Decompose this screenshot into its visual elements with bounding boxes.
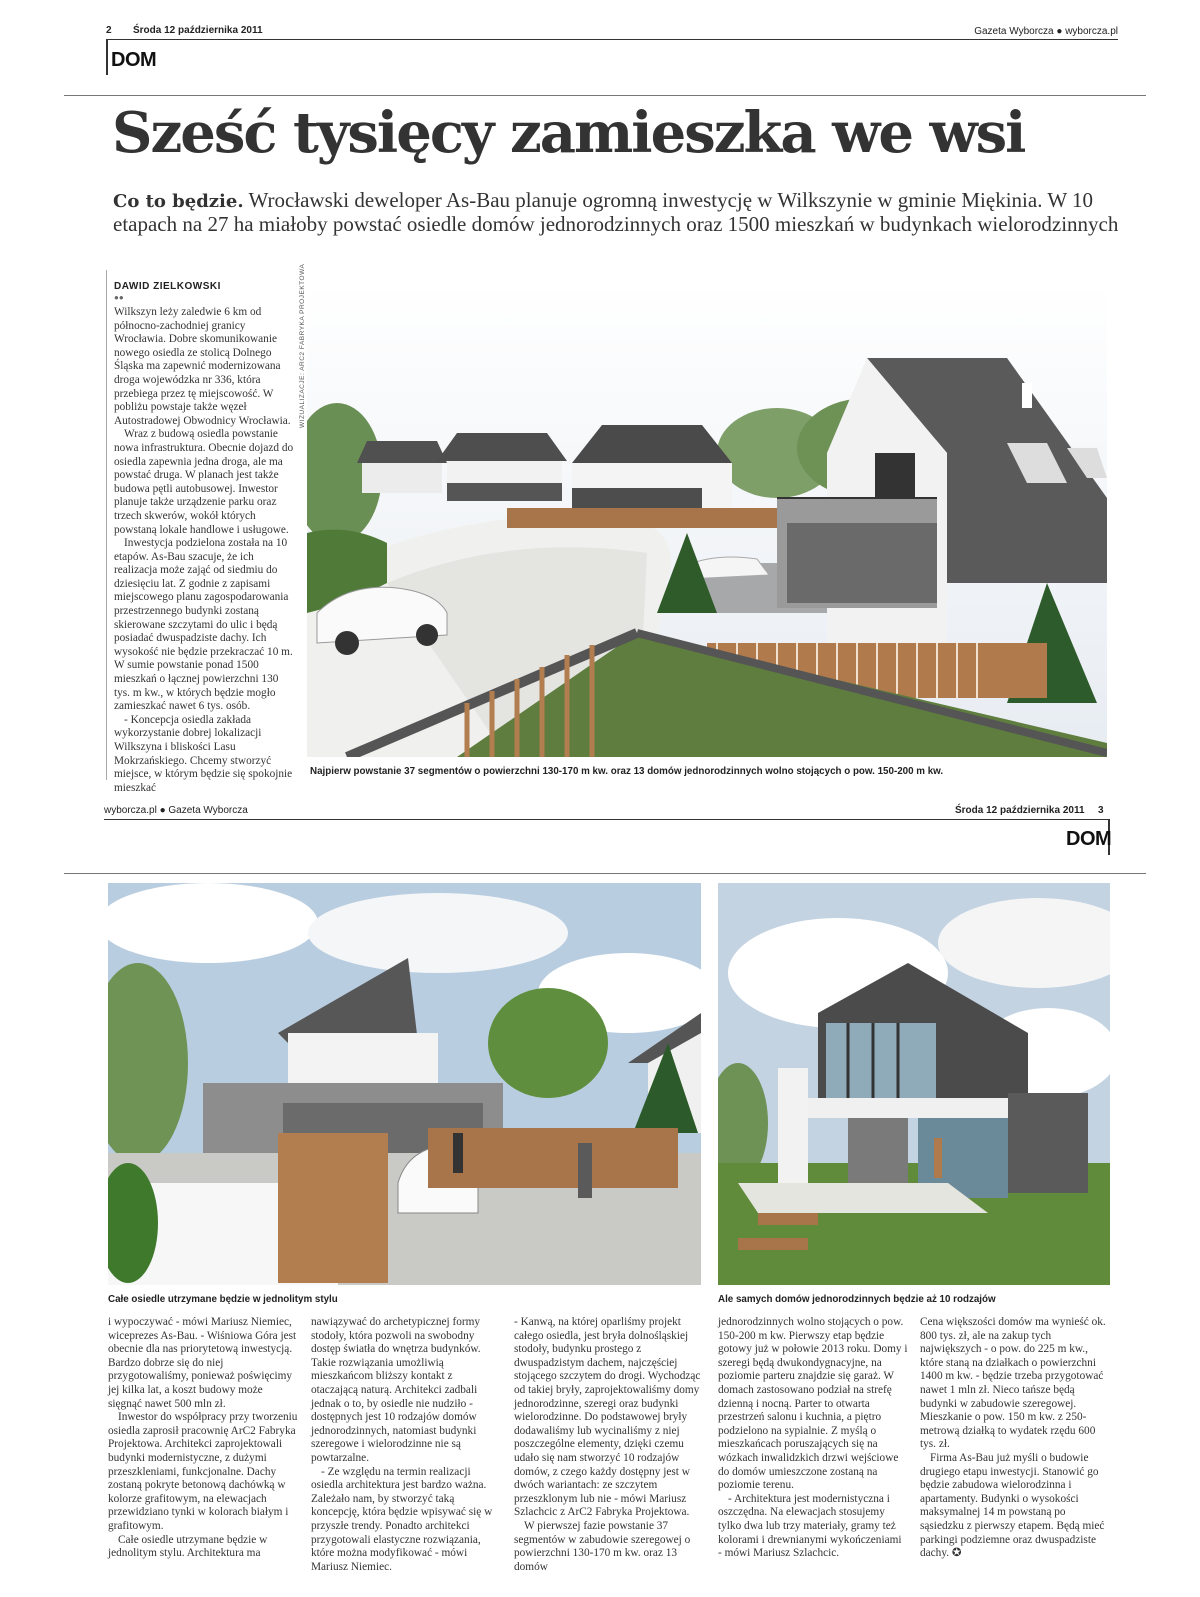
byline: DAWID ZIELKOWSKI (114, 281, 221, 292)
paragraph: Cena większości domów ma wynieść ok. 800 tys. zł, ale na zakup tych największych - o pow. do 225 m kw., które staną na działkach o powierzchni 1400 m kw. - będzie trzeba przygotować nawet 1 mln zł. Nieco tańsze będą budynki w zabudowie szeregowej. Mieszkanie o pow. 150 m kw. z 250-metrową działką to wydatek rzędu 600 tys. zł. (920, 1316, 1106, 1451)
paragraph: W pierwszej fazie powstanie 37 segmentów w zabudowie szeregowej o powierzchni 130-170 m kw. oraz 13 domów (514, 1519, 691, 1573)
bottom-column-3 (514, 1316, 704, 1574)
paragraph: Wilkszyn leży zaledwie 6 km od północno-zachodniej granicy Wrocławia. Dobre skomunikowanie nowego osiedla ze stolicą Dolnego Śląska ma zapewnić modernizowana droga wojewódzka nr 336, która przebiega przez tę miejscowość. W pobliżu powstaje także węzeł Autostradowej Obwodnicy Wrocławia. (114, 306, 291, 427)
paragraph: - Ze względu na termin realizacji osiedla architektura jest bardzo ważna. Zależało nam, by stworzyć taką koncepcję, która będzie wpisywać się w przyszłe trendy. Ponadto architekci przygotowali elastyczne rozwiązania, które można modyfikować - mówi Mariusz Niemiec. (311, 1465, 493, 1573)
lead-bold: Co to będzie. (113, 191, 244, 212)
photo-credit: WIZUALIZACJE: ARC2 FABRYKA PROJEKTOWA (299, 263, 306, 428)
article-column-1 (114, 306, 294, 795)
lead-text: Wrocławski deweloper As-Bau planuje ogromną inwestycję w Wilkszynie w gminie Miękinia. W 10 etapach na 27 ha miałoby powstać osiedle domów jednorodzinnych oraz 1500 mieszkań w budynkach wielorodzinnych (113, 188, 1119, 236)
headline: Sześć tysięcy zamieszka we wsi (112, 100, 1025, 166)
paragraph: nawiązywać do archetypicznej formy stodoły, która pozwoli na swobodny dostęp światła do wnętrza budynków. Takie rozwiązania umożliwią mieszkańcom bliższy kontakt z otaczającą naturą. Architekci zadbali jednak o to, by osiedle nie nudziło - dostępnych jest 10 rodzajów domów jednorodzinnych, natomiast budynki szeregowe i wielorodzinne nie są powtarzalne. (311, 1316, 481, 1464)
paragraph: - Architektura jest modernistyczna i oszczędna. Na elewacjach stosujemy tylko dwa lub trzy materiały, gramy też kolorami i drewnianymi wykończeniami - mówi Mariusz Szlachcic. (718, 1492, 902, 1560)
paragraph: i wypoczywać - mówi Mariusz Niemiec, wiceprezes As-Bau. - Wiśniowa Góra jest obecnie dla nas priorytetową inwestycją. Bardzo dobrze się do niej przygotowaliśmy, ponieważ poświęcimy jej kilka lat, a koszt budowy może sięgnąć nawet 500 mln zł. (108, 1316, 297, 1410)
paragraph: Wraz z budową osiedla powstanie nowa infrastruktura. Obecnie dojazd do osiedla zapewnia jedna droga, ale ma powstać druga. W planach jest także budowa pętli autobusowej. Inwestor planuje także urządzenie parku oraz trzech skwerów, wokół których powstaną lokale handlowe i usługowe. (114, 428, 294, 536)
paragraph: Inwestycja podzielona została na 10 etapów. As-Bau szacuje, że ich realizacja może zająć od siedmiu do dziesięciu lat. Z godnie z zapisami miejscowego planu zagospodarowania przestrzennego budynki zostaną skierowane szczytami do ulic i będą posiadać dwuspadziste dachy. Ich wysokość nie będzie przekraczać 10 m. W sumie powstanie ponad 1500 mieszkań o łącznej powierzchni 130 tys. m kw., w których będzie mogło zamieszkać nawet 6 tys. osób. (114, 537, 293, 713)
caption-right: Ale samych domów jednorodzinnych będzie aż 10 rodzajów (718, 1294, 996, 1305)
lead-paragraph (113, 189, 1123, 235)
column-rule (106, 270, 107, 780)
paragraph: Całe osiedle utrzymane będzie w jednolitym stylu. Architektura ma (108, 1533, 268, 1560)
bottom-column-2 (311, 1316, 501, 1574)
issue-date-right: Środa 12 października 2011 (955, 805, 1085, 816)
rendering-right-image (718, 883, 1110, 1285)
masthead-paper: Gazeta Wyborcza ● wyborcza.pl (974, 26, 1118, 37)
caption-left: Całe osiedle utrzymane będzie w jednolitym stylu (108, 1294, 338, 1305)
section-label: DOM (111, 49, 157, 71)
bottom-column-1 (108, 1316, 298, 1561)
section-label-right: DOM (1066, 828, 1112, 850)
section-rule-left (106, 39, 108, 75)
paragraph: - Koncepcja osiedla zakłada wykorzystanie dobrej lokalizacji Wilkszyna i bliskości Lasu Mokrzańskiego. Chcemy stworzyć miejsce, w którym będzie się spokojnie mieszkać (114, 713, 293, 794)
paragraph: Inwestor do współpracy przy tworzeniu osiedla zaprosił pracownię ArC2 Fabryka Projektowa. Architekci zaprojektowali budynki modernistyczne, z dużymi przeszkleniami, funkcjonalne. Dachy zostaną pokryte betonową dachówką w kolorze grafitowym, na elewacjach przewidziano tynki w kolorach białym i grafitowym. (108, 1411, 298, 1532)
paragraph: - Kanwą, na której oparliśmy projekt całego osiedla, jest bryła dolnośląskiej stodoły, budynku prostego z dwuspadzistym dachem, najczęściej stojącego szczytem do drogi. Wychodząc od takiej bryły, zaprojektowaliśmy domy jednorodzinne, szeregi oraz budynki wielorodzinne. Do podstawowej bryły dodawaliśmy lub wycinaliśmy z niej poszczególne elementy, dzięki czemu udało się nam stworzyć 10 rodzajów domów, z czego każdy dostępny jest w dwóch wariantach: ze szczytem przeszklonym lub nie - mówi Mariusz Szlachcic z ArC2 Fabryka Projektowa. (514, 1316, 701, 1519)
header-rule (106, 39, 1118, 40)
byline-mark: ●● (114, 293, 124, 302)
paragraph: Firma As-Bau już myśli o budowie drugiego etapu inwestycji. Stanowić go będzie zabudowa wielorodzinna i apartamenty. Budynki o wysokości maksymalnej 14 m powstaną po sąsiedzku z pierwszy etapem. Będą mieć parkingi podziemne oraz dwuspadziste dachy. ✪ (920, 1451, 1105, 1560)
main-caption: Najpierw powstanie 37 segmentów o powierzchni 130-170 m kw. oraz 13 domów jednorodzinnych wolno stojących o pow. 150-200 m kw. (310, 766, 944, 777)
masthead-paper-right: wyborcza.pl ● Gazeta Wyborcza (104, 805, 248, 816)
section-divider-right (64, 873, 1146, 874)
bottom-column-4 (718, 1316, 908, 1561)
page-number-right: 3 (1098, 805, 1104, 816)
issue-date: Środa 12 października 2011 (133, 25, 263, 36)
section-divider (64, 95, 1146, 96)
paragraph: jednorodzinnych wolno stojących o pow. 150-200 m kw. Pierwszy etap będzie gotowy już w połowie 2013 roku. Domy i szeregi będą dwukondygnacyjne, na poziomie parteru znajdzie się garaż. W domach zastosowano podział na strefę dzienną i nocną. Parter to otwarta przestrzeń salonu i kuchnia, a piętro podzielono na sypialnie. Z myślą o mieszkańcach poruszających się na wózkach inwalidzkich drzwi wejściowe do domów umieszczone zostaną na poziomie terenu. (718, 1316, 908, 1492)
main-rendering-image (307, 283, 1107, 757)
page-number-left: 2 (106, 25, 112, 36)
header-rule-right (104, 819, 1109, 820)
rendering-left-image (108, 883, 701, 1285)
bottom-column-5 (920, 1316, 1110, 1561)
